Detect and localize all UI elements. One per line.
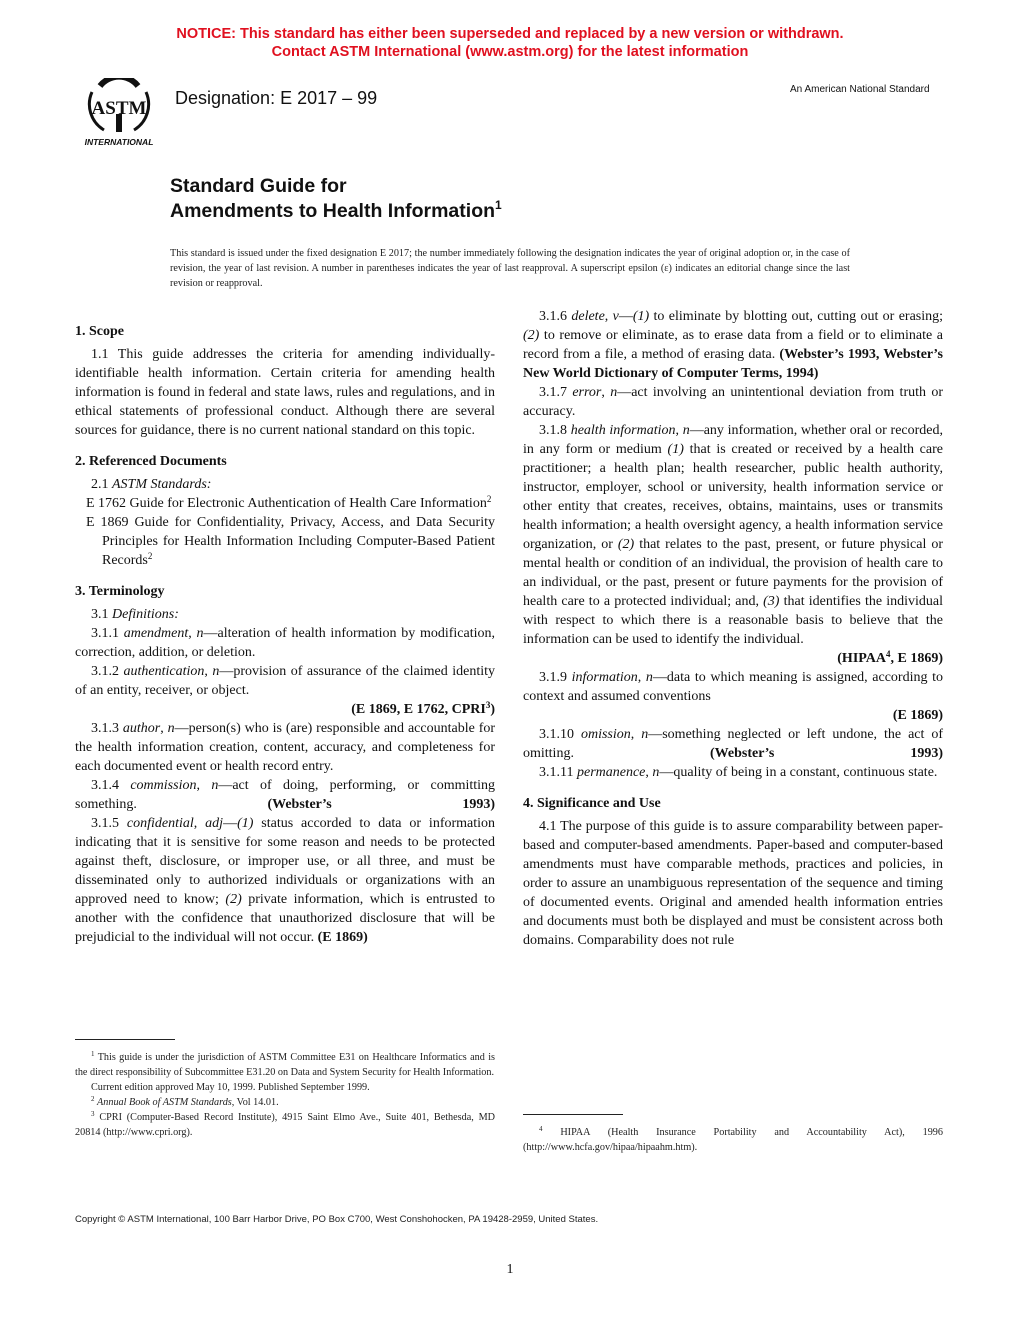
- term-3-1-5-ref: (E 1869): [317, 930, 368, 945]
- term-3-1-2: 3.1.2 authentication, n—provision of assurance of the claimed identity of an entity, receiver, or object.: [75, 664, 496, 698]
- term-3-1-4-ref: (Webster’s 1993): [267, 797, 495, 812]
- refs-heading: 2. Referenced Documents: [75, 454, 227, 469]
- term-3-1-2-ref: (E 1869, E 1762, CPRI$^3$): [351, 700, 495, 717]
- astm-logo: [78, 78, 160, 148]
- term-3-1-1: 3.1.1 amendment, n—alteration of health information by modification, correction, addition, or deletion.: [75, 626, 496, 660]
- term-3-1-10-ref: (Webster’s 1993): [710, 746, 944, 761]
- footnotes-left: [75, 1050, 495, 1140]
- scope-para-1: 1.1 This guide addresses the criteria for amending individually-identifiable health information. Certain criteria for amending health information is found in federal and state laws, rules and regulations, and in ethical statements of professional conduct. Although there are several sources for guidance, there is no current national standard on this topic.: [75, 347, 495, 438]
- footnote-rule-left: [75, 1039, 175, 1040]
- footnote-4: $^4$ HIPAA (Health Insurance Portability and Accountability Act), 1996 (http://www.hcfa.gov/hipaa/hipaahm.htm).: [523, 1125, 943, 1153]
- term-3-1-7: 3.1.7 error, n—act involving an unintentional deviation from truth or accuracy.: [523, 385, 943, 419]
- footnote-1b: Current edition approved May 10, 1999. Published September 1999.: [91, 1082, 370, 1093]
- ref-e1869: E 1869 Guide for Confidentiality, Privacy, Access, and Data Security Principles for Health Information Including Computer-Based Patient Records$^2$: [86, 515, 495, 568]
- american-national-standard: An American National Standard: [790, 84, 930, 95]
- left-column: [75, 322, 495, 947]
- terms-defs: 3.1 Definitions:: [91, 607, 179, 622]
- term-3-1-10: 3.1.10 omission, n—something neglected or left undone, the act of omitting. (Webster’s 1993): [523, 727, 944, 761]
- issuance-statement: This standard is issued under the fixed designation E 2017; the number immediately following the designation indicates the year of original adoption or, in the case of revision, the year of last revision. A number in parentheses indicates the year of last reapproval. A superscript epsilon (ε) indicates an editorial change since the last revision or reapproval.: [170, 248, 850, 289]
- title-line-2: Amendments to Health Information$^1$: [170, 198, 502, 222]
- term-3-1-6-ref: (Webster’s 1993, Webster’s New World Dictionary of Computer Terms, 1994): [523, 347, 943, 381]
- term-3-1-8-ref: (HIPAA$^4$, E 1869): [837, 649, 943, 666]
- term-3-1-5: 3.1.5 confidential, adj—(1) status accorded to data or information indicating that it is sensitive for some reason and needs to be protected against theft, disclosure, or improper use, or all three, and must be disseminated only to authorized individuals or organizations with an approved need to know; (2) private information, which is entrusted to another with the confidence that unauthorized disclosure that will be prejudicial to the individual will not occur. (E 1869): [75, 816, 496, 945]
- right-column: [523, 307, 943, 950]
- term-3-1-9-ref: (E 1869): [892, 708, 943, 723]
- page-number: 1: [506, 1262, 514, 1277]
- notice-banner: [0, 25, 1020, 61]
- designation: Designation: E 2017 – 99: [175, 88, 378, 108]
- term-3-1-8: 3.1.8 health information, n—any information, whether oral or recorded, in any form or medium (1) that is created or received by a health care practitioner; a health plan; health researcher, public health authority, instructor, employer, school or university, health information service or other entity that creates, receives, obtains, maintains, uses or transmits health information; a health oversight agency, a health information service organization, or (2) that relates to the past, present, or future physical or mental health or condition of an individual, the provision of health care to an individual, or the past, present or future payments for the provision of health care to a protected individual; and, (3) that identifies the individual with respect to which there is a reasonable basis to believe that the information can be used to identify the individual.: [523, 423, 944, 647]
- title-footnote-ref: 1: [495, 198, 502, 212]
- footnote-rule-right: [523, 1114, 623, 1115]
- terms-heading: 3. Terminology: [75, 584, 165, 599]
- logo-international: INTERNATIONAL: [84, 137, 154, 147]
- logo-letters: ASTM: [91, 98, 147, 119]
- sig-para-1: 4.1 The purpose of this guide is to assure comparability between paper-based and computer-based amendments. Paper-based and computer-based amendments must have comparable methods, practices and policies, in order to assure an unambiguous representation of the sequence and timing of documented events. Original and amended health information entries and documents must both be displayed and must be consistent across both domains. Comparability does not rule: [523, 819, 943, 948]
- sig-heading: 4. Significance and Use: [523, 796, 661, 811]
- term-3-1-6: 3.1.6 delete, v—(1) to eliminate by blotting out, cutting out or erasing; (2) to remove or eliminate, as to erase data from a field or to eliminate a record from a file, a method of erasing data. (Webster’s 1993, Webster’s New World Dictionary of Computer Terms, 1994): [523, 309, 944, 381]
- notice-line-2: Contact ASTM International (www.astm.org) for the latest information: [271, 44, 749, 60]
- term-3-1-3: 3.1.3 author, n—person(s) who is (are) responsible and accountable for the health information creation, content, accuracy, and completeness for each documented event or health record entry.: [75, 721, 496, 774]
- footnote-3: $^3$ CPRI (Computer-Based Record Institute), 4915 Saint Elmo Ave., Suite 401, Bethesda, MD 20814 (http://www.cpri.org).: [75, 1110, 496, 1138]
- scope-heading: 1. Scope: [75, 324, 124, 339]
- refs-sub: 2.1 ASTM Standards:: [91, 477, 212, 492]
- footnote-2: $^2$ Annual Book of ASTM Standards, Vol 14.01.: [91, 1095, 279, 1108]
- term-3-1-4: 3.1.4 commission, n—act of doing, performing, or committing something. (Webster’s 1993): [75, 778, 496, 812]
- ref-e1762: E 1762 Guide for Electronic Authentication of Health Care Information$^2$: [86, 494, 492, 511]
- title-line-1: Standard Guide for: [170, 175, 347, 197]
- footnote-1: $^1$ This guide is under the jurisdiction of ASTM Committee E31 on Healthcare Informatics and is the direct responsibility of Subcommittee E31.20 on Data and System Security for Health Information.: [75, 1050, 495, 1078]
- term-3-1-9: 3.1.9 information, n—data to which meaning is assigned, according to context and assumed conventions: [523, 670, 944, 704]
- page-title: [170, 174, 502, 224]
- footnotes-right: [523, 1125, 943, 1155]
- term-3-1-11: 3.1.11 permanence, n—quality of being in a constant, continuous state.: [539, 765, 938, 780]
- notice-line-1: NOTICE: This standard has either been superseded and replaced by a new version or withdrawn.: [176, 26, 844, 42]
- copyright: Copyright © ASTM International, 100 Barr Harbor Drive, PO Box C700, West Conshohocken, PA 19428-2959, United States.: [75, 1214, 599, 1225]
